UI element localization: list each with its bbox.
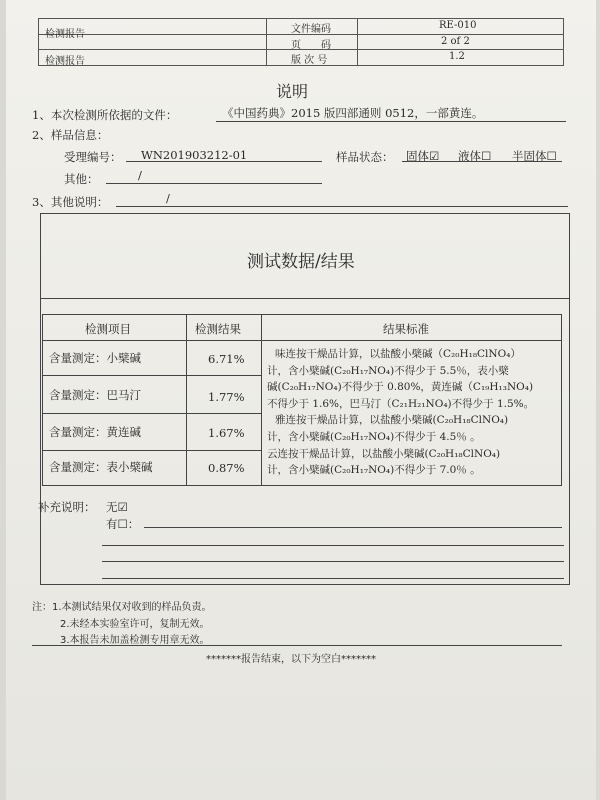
results-table [42, 314, 562, 486]
table-row-item: 含量测定：表小檗碱 [49, 460, 153, 474]
supplement-none-option[interactable]: 无☑ [106, 500, 128, 514]
standard-line: 云连按干燥品计算，以盐酸小檗碱(C₂₀H₁₈ClNO₄) [267, 447, 501, 460]
note-line-1: 注：1.本测试结果仅对收到的样品负责。 [32, 602, 212, 613]
sample-info-label: 2、样品信息： [32, 128, 109, 142]
table-row-result: 1.67% [208, 426, 245, 440]
note-line-2: 2.未经本实验室许可，复制无效。 [60, 619, 210, 630]
accept-number-value: WN201903212-01 [141, 148, 248, 162]
page-title: 说明 [276, 82, 309, 101]
standard-text-block [267, 346, 534, 479]
sample-state-label: 样品状态： [336, 150, 394, 164]
basis-document-value: 《中国药典》2015 版四部通则 0512，一部黄连。 [222, 106, 484, 120]
table-row-result: 0.87% [208, 461, 245, 475]
standard-line: 计，含小檗碱(C₂₀H₁₇NO₄)不得少于 7.0％ 。 [267, 464, 481, 477]
standard-line: 计，含小檗碱(C₂₀H₁₇NO₄)不得少于 4.5％ 。 [267, 430, 481, 443]
accept-number-label: 受理编号： [64, 150, 122, 164]
other-info-value: / [138, 168, 142, 182]
header-page-value: 2 of 2 [441, 36, 470, 47]
other-notes-value: / [166, 191, 170, 205]
header-report-label-top: 检测报告 [45, 29, 85, 40]
column-header-item: 检测项目 [85, 322, 131, 336]
other-info-label: 其他： [64, 172, 99, 186]
standard-line: 碱(C₂₀H₁₇NO₄)不得少于 0.80%，黄连碱（C₁₉H₁₃NO₄) [267, 381, 534, 394]
basis-document-label: 1、本次检测所依据的文件： [32, 108, 178, 122]
results-box-title: 测试数据/结果 [247, 252, 355, 272]
header-version-label: 版 次 号 [291, 55, 328, 66]
standard-line: 味连按干燥品计算，以盐酸小檗碱（C₂₀H₁₈ClNO₄） [275, 348, 521, 360]
state-option-semisolid[interactable]: 半固体☐ [512, 149, 557, 163]
table-row-result: 1.77% [208, 390, 245, 404]
report-end-footer: *******报告结束，以下为空白******* [206, 654, 376, 665]
standard-line: 不得少于 1.6%，巴马汀（C₂₁H₂₁NO₄)不得少于 1.5%。 [267, 397, 535, 410]
header-page-label: 页 码 [291, 40, 331, 51]
document-page [6, 0, 596, 800]
table-row-result: 6.71% [208, 352, 245, 366]
other-notes-label: 3、其他说明： [32, 195, 109, 209]
standard-line: 计，含小檗碱(C₂₀H₁₇NO₄)不得少于 5.5％，表小檗 [267, 364, 509, 377]
note-line-3: 3.本报告未加盖检测专用章无效。 [60, 635, 210, 646]
state-option-liquid[interactable]: 液体☐ [458, 149, 492, 163]
table-row-item: 含量测定：黄连碱 [49, 425, 141, 439]
header-version-value: 1.2 [449, 51, 465, 62]
document-header-table [38, 18, 564, 66]
supplement-label: 补充说明： [38, 500, 96, 514]
table-row-item: 含量测定：小檗碱 [49, 351, 141, 365]
header-file-code-value: RE-010 [439, 20, 477, 31]
header-file-code-label: 文件编码 [291, 24, 331, 35]
standard-line: 雅连按干燥品计算，以盐酸小檗碱(C₂₀H₁₈ClNO₄) [275, 414, 509, 427]
table-row-item: 含量测定：巴马汀 [49, 388, 141, 402]
column-header-result: 检测结果 [195, 322, 241, 336]
state-option-solid[interactable]: 固体☑ [406, 149, 440, 163]
supplement-has-option[interactable]: 有☐： [106, 517, 140, 531]
header-report-label-bottom: 检测报告 [45, 56, 85, 67]
column-header-standard: 结果标准 [383, 322, 429, 336]
